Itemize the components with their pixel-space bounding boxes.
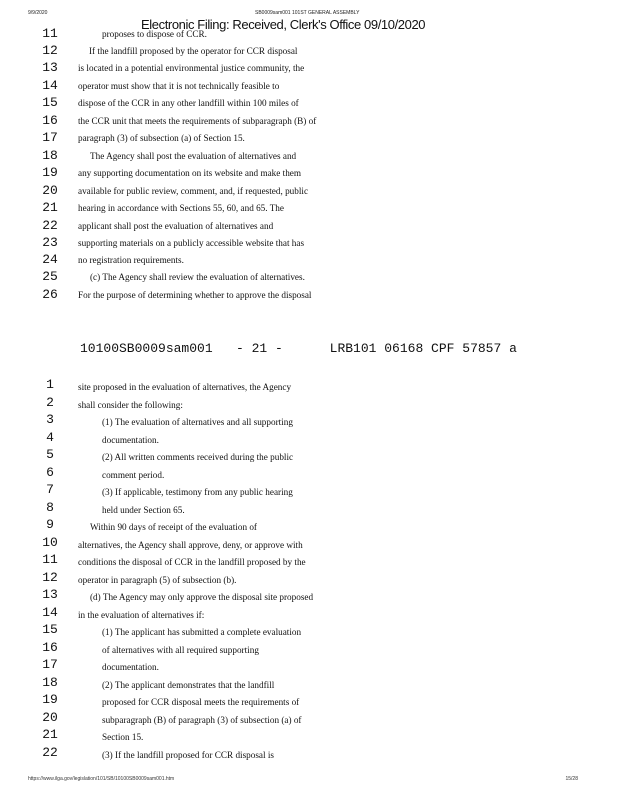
text-line: shall consider the following: (78, 400, 183, 410)
text-line: any supporting documentation on its website and make them (78, 168, 302, 178)
text-line: (c) The Agency shall review the evaluation of alternatives. (90, 272, 305, 282)
text-line: operator must show that it is not technically feasible to (78, 81, 280, 91)
line-number: 22 (42, 218, 58, 233)
line-number: 25 (42, 269, 58, 284)
line-number: 22 (42, 745, 58, 760)
text-line: in the evaluation of alternatives if: (78, 610, 205, 620)
line-number: 19 (42, 692, 58, 707)
text-line: available for public review, comment, and, if requested, public (78, 186, 309, 196)
page-header: 10100SB0009sam001 - 21 - LRB101 06168 CPF 57857 a (80, 341, 517, 356)
text-line: of alternatives with all required supporting (102, 645, 259, 655)
line-number: 5 (46, 447, 54, 462)
text-line: (3) If the landfill proposed for CCR disposal is (102, 750, 274, 760)
text-line: paragraph (3) of subsection (a) of Section 15. (78, 133, 245, 143)
line-number: 26 (42, 287, 58, 302)
line-number: 20 (42, 183, 58, 198)
text-line: operator in paragraph (5) of subsection (b). (78, 575, 237, 585)
line-number: 17 (42, 657, 58, 672)
text-line: the CCR unit that meets the requirements of subparagraph (B) of (78, 116, 317, 126)
text-line: (2) All written comments received during the public (102, 452, 294, 462)
line-number: 14 (42, 78, 58, 93)
footer-url: https://www.ilga.gov/legislation/101/SB/10100SB0009sam001.htm (28, 776, 175, 782)
text-line: For the purpose of determining whether to approve the disposal (78, 290, 312, 300)
text-line: no registration requirements. (78, 255, 184, 265)
text-line: subparagraph (B) of paragraph (3) of subsection (a) of (102, 715, 302, 725)
line-number: 4 (46, 430, 54, 445)
text-line: documentation. (102, 662, 159, 672)
line-number: 18 (42, 675, 58, 690)
text-line: Section 15. (102, 732, 144, 742)
text-line: The Agency shall post the evaluation of alternatives and (90, 151, 297, 161)
line-number: 12 (42, 43, 58, 58)
text-line: (1) The applicant has submitted a complete evaluation (102, 627, 302, 637)
text-line: dispose of the CCR in any other landfill within 100 miles of (78, 98, 299, 108)
text-line: If the landfill proposed by the operator for CCR disposal (89, 46, 298, 56)
line-number: 20 (42, 710, 58, 725)
line-number: 15 (42, 622, 58, 637)
text-line: (d) The Agency may only approve the disposal site proposed (90, 592, 314, 602)
line-number: 19 (42, 165, 58, 180)
line-number: 16 (42, 640, 58, 655)
line-number: 12 (42, 570, 58, 585)
footer-page-number: 15/28 (565, 776, 578, 782)
text-line: conditions the disposal of CCR in the landfill proposed by the (78, 557, 306, 567)
text-line: proposes to dispose of CCR. (102, 29, 207, 39)
text-line: hearing in accordance with Sections 55, 60, and 65. The (78, 203, 284, 213)
line-number: 11 (42, 26, 58, 41)
line-number: 13 (42, 60, 58, 75)
text-line: (2) The applicant demonstrates that the landfill (102, 680, 275, 690)
line-number: 13 (42, 587, 58, 602)
line-number: 21 (42, 727, 58, 742)
line-number: 21 (42, 200, 58, 215)
line-number: 16 (42, 113, 58, 128)
line-number: 15 (42, 95, 58, 110)
text-line: site proposed in the evaluation of alternatives, the Agency (78, 382, 292, 392)
line-number: 3 (46, 412, 54, 427)
text-line: documentation. (102, 435, 159, 445)
line-number: 14 (42, 605, 58, 620)
text-line: Within 90 days of receipt of the evaluation of (90, 522, 257, 532)
print-date: 9/9/2020 (28, 10, 48, 16)
line-number: 24 (42, 252, 58, 267)
line-number: 23 (42, 235, 58, 250)
line-number: 7 (46, 482, 54, 497)
text-line: proposed for CCR disposal meets the requirements of (102, 697, 300, 707)
filing-stamp: Electronic Filing: Received, Clerk's Office 09/10/2020 (141, 17, 426, 32)
line-number: 6 (46, 465, 54, 480)
line-number: 11 (42, 552, 58, 567)
text-line: applicant shall post the evaluation of alternatives and (78, 221, 274, 231)
line-number: 8 (46, 500, 54, 515)
text-line: supporting materials on a publicly accessible website that has (78, 238, 305, 248)
line-number: 9 (46, 517, 54, 532)
text-line: is located in a potential environmental justice community, the (78, 63, 305, 73)
text-line: alternatives, the Agency shall approve, deny, or approve with (78, 540, 303, 550)
line-number: 10 (42, 535, 58, 550)
line-number: 2 (46, 395, 54, 410)
text-line: (3) If applicable, testimony from any public hearing (102, 487, 293, 497)
text-line: held under Section 65. (102, 505, 185, 515)
line-number: 18 (42, 148, 58, 163)
print-title: SB0009sam001 101ST GENERAL ASSEMBLY (255, 10, 360, 16)
line-number: 17 (42, 130, 58, 145)
text-line: comment period. (102, 470, 165, 480)
text-line: (1) The evaluation of alternatives and all supporting (102, 417, 293, 427)
line-number: 1 (46, 377, 54, 392)
